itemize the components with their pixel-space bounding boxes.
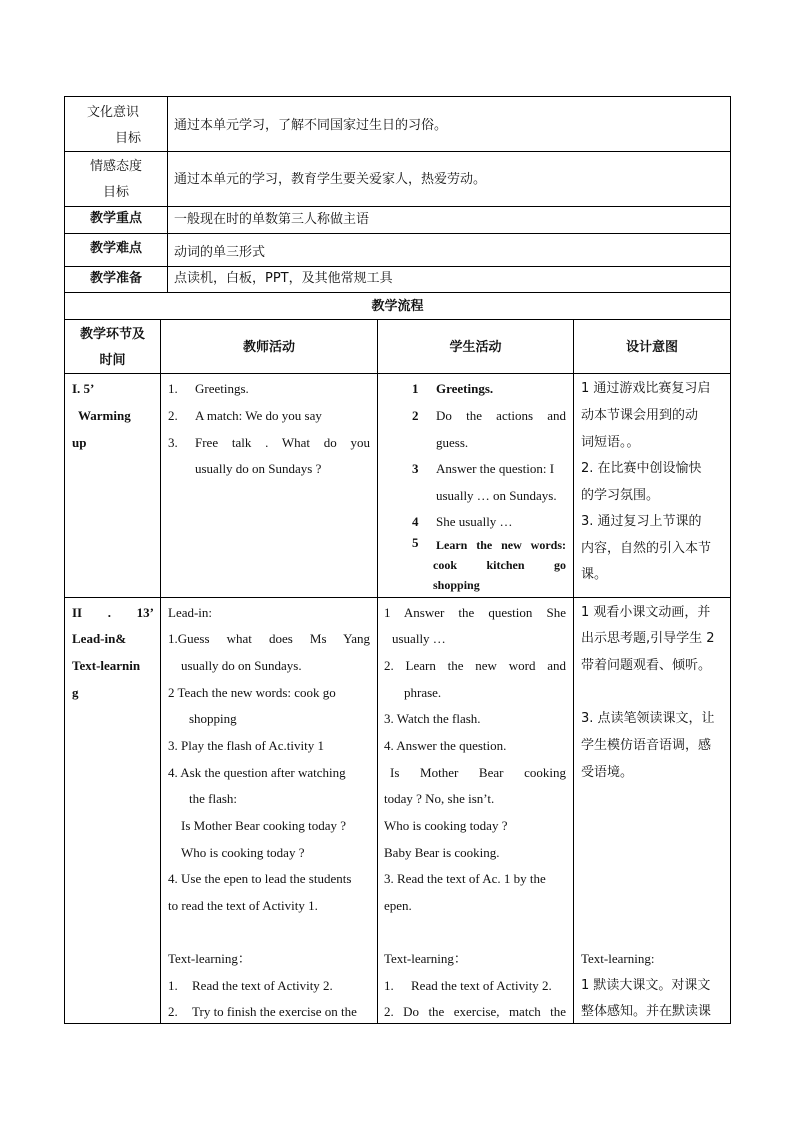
leadin-intent-text: Text-learning: — [581, 951, 655, 966]
leadin-teacher-text: 4. Use the epen to lead the students — [168, 871, 352, 886]
warmup-intent-text: 课。 — [581, 567, 608, 582]
leadin-teacher-text: 4. Ask the question after watching — [168, 765, 346, 780]
warmup-student-text: guess. — [436, 435, 469, 450]
leadin-teacher-text: shopping — [189, 711, 237, 726]
leadin-teacher-text: Read the text of Activity 2. — [192, 978, 333, 993]
warmup-student-text: cook kitchen go — [433, 558, 566, 572]
leadin-student-text: Who is cooking today ? — [384, 818, 508, 833]
warmup-intent-text: 1 通过游戏比赛复习启 — [581, 381, 711, 396]
warmup-student-text: shopping — [433, 578, 480, 592]
leadin-student-text: 3. Read the text of Ac. 1 by the — [384, 871, 546, 886]
leadin-student-num: 1. — [384, 978, 394, 993]
table-border — [730, 96, 731, 1024]
leadin-intent-text: 学生模仿语音语调，感 — [581, 738, 712, 753]
key-point-content: 一般现在时的单数第三人称做主语 — [174, 212, 370, 227]
warmup-intent-text: 词短语。。 — [581, 435, 640, 450]
warmup-student-text: Learn the new words: — [436, 538, 566, 552]
emotion-goal-label: 目标 — [102, 185, 129, 200]
teacher-header: 教师活动 — [242, 340, 295, 355]
leadin-intent-text: 整体感知。并在默读课 — [581, 1004, 712, 1019]
column-divider — [160, 319, 161, 1024]
warmup-intent-text: 2. 在比赛中创设愉快 — [581, 461, 702, 476]
warmup-stage: I. 5’ — [72, 381, 95, 396]
intent-header: 设计意图 — [625, 340, 678, 355]
warmup-student-text: She usually … — [436, 514, 513, 529]
leadin-teacher-text: to read the text of Activity 1. — [168, 898, 318, 913]
leadin-teacher-text: 3. Play the flash of Ac.tivity 1 — [168, 738, 324, 753]
warmup-student-num: 1 — [412, 381, 419, 396]
leadin-intent-text: 1 默读大课文。对课文 — [581, 978, 711, 993]
emotion-goal-label: 情感态度 — [89, 159, 142, 174]
culture-goal-label: 目标 — [114, 131, 141, 146]
leadin-intent-text: 带着问题观看、倾听。 — [581, 658, 712, 673]
leadin-student-text: epen. — [384, 898, 412, 913]
leadin-teacher-text: Is Mother Bear cooking today ? — [181, 818, 346, 833]
leadin-student-text: 3. Watch the flash. — [384, 711, 481, 726]
warmup-stage: Warming — [78, 408, 131, 423]
student-header: 学生活动 — [449, 340, 502, 355]
preparation-label: 教学准备 — [89, 271, 142, 286]
warmup-student-text: Do the actions and — [436, 408, 566, 423]
leadin-stage: II . 13’ — [72, 605, 154, 620]
leadin-stage: Lead-in& — [72, 631, 127, 646]
leadin-stage: Text-learnin — [72, 658, 141, 673]
row-divider — [64, 373, 731, 374]
warmup-teacher-num: 3. — [168, 435, 178, 450]
warmup-intent-text: 内容，自然的引入本节 — [581, 541, 712, 556]
warmup-teacher-text: usually do on Sundays ? — [195, 461, 322, 476]
leadin-student-text: 2. Learn the new word and — [384, 658, 566, 673]
preparation-content: 点读机，白板，PPT，及其他常规工具 — [174, 271, 393, 286]
leadin-student-text: Text-learning： — [384, 951, 467, 966]
table-border — [64, 96, 731, 97]
column-divider — [377, 319, 378, 1024]
leadin-intent-text: 3. 点读笔领读课文，让 — [581, 711, 715, 726]
leadin-student-text: Read the text of Activity 2. — [411, 978, 552, 993]
warmup-student-text: usually … on Sundays. — [436, 488, 557, 503]
warmup-stage: up — [72, 435, 87, 450]
leadin-student-text: 2. Do the exercise, match the — [384, 1004, 566, 1019]
leadin-teacher-num: 2. — [168, 1004, 178, 1019]
leadin-teacher-text: usually do on Sundays. — [181, 658, 302, 673]
stage-header: 时间 — [99, 353, 126, 368]
leadin-teacher-text: the flash: — [189, 791, 238, 806]
warmup-intent-text: 3. 通过复习上节课的 — [581, 514, 702, 529]
column-divider — [573, 319, 574, 1024]
warmup-student-num: 4 — [412, 514, 419, 529]
leadin-student-text: 4. Answer the question. — [384, 738, 507, 753]
leadin-student-text: Baby Bear is cooking. — [384, 845, 500, 860]
leadin-teacher-num: 1. — [168, 978, 178, 993]
warmup-teacher-text: Free talk . What do you — [195, 435, 370, 450]
leadin-teacher-text: Text-learning： — [168, 951, 251, 966]
leadin-teacher-text: Lead-in: — [168, 605, 213, 620]
leadin-intent-text: 1 观看小课文动画，并 — [581, 605, 711, 620]
leadin-student-text: Is Mother Bear cooking — [390, 765, 566, 780]
culture-goal-content: 通过本单元学习，了解不同国家过生日的习俗。 — [174, 118, 448, 133]
leadin-intent-text: 受语境。 — [581, 765, 634, 780]
difficulty-label: 教学难点 — [89, 241, 142, 256]
leadin-student-text: usually … — [392, 631, 446, 646]
leadin-teacher-text: Try to finish the exercise on the — [192, 1004, 357, 1019]
difficulty-content: 动词的单三形式 — [174, 245, 266, 260]
warmup-student-text: Answer the question: I — [436, 461, 555, 476]
leadin-student-text: phrase. — [404, 685, 442, 700]
row-divider — [64, 597, 731, 598]
row-divider — [64, 233, 731, 234]
key-point-label: 教学重点 — [89, 211, 142, 226]
warmup-teacher-num: 2. — [168, 408, 178, 423]
warmup-student-num: 2 — [412, 408, 419, 423]
leadin-student-text: 1 Answer the question She — [384, 605, 566, 620]
leadin-intent-text: 出示思考题,引导学生 2 — [581, 631, 715, 646]
leadin-teacher-text: 2 Teach the new words: cook go — [168, 685, 336, 700]
warmup-teacher-num: 1. — [168, 381, 178, 396]
warmup-intent-text: 的学习氛围。 — [581, 488, 660, 503]
emotion-goal-content: 通过本单元的学习，教育学生要关爱家人，热爱劳动。 — [174, 172, 487, 187]
leadin-teacher-text: Who is cooking today ? — [181, 845, 305, 860]
culture-goal-label: 文化意识 — [86, 105, 139, 120]
leadin-stage: g — [72, 685, 79, 700]
warmup-teacher-text: Greetings. — [195, 381, 249, 396]
warmup-intent-text: 动本节课会用到的动 — [581, 408, 699, 423]
leadin-student-text: today ? No, she isn’t. — [384, 791, 495, 806]
warmup-student-text: Greetings. — [436, 381, 494, 396]
leadin-teacher-text: 1.Guess what does Ms Yang — [168, 631, 370, 646]
process-title: 教学流程 — [371, 299, 424, 314]
stage-header: 教学环节及 — [79, 327, 145, 342]
warmup-student-num: 5 — [412, 535, 419, 550]
warmup-teacher-text: A match: We do you say — [195, 408, 322, 423]
warmup-student-num: 3 — [412, 461, 419, 476]
